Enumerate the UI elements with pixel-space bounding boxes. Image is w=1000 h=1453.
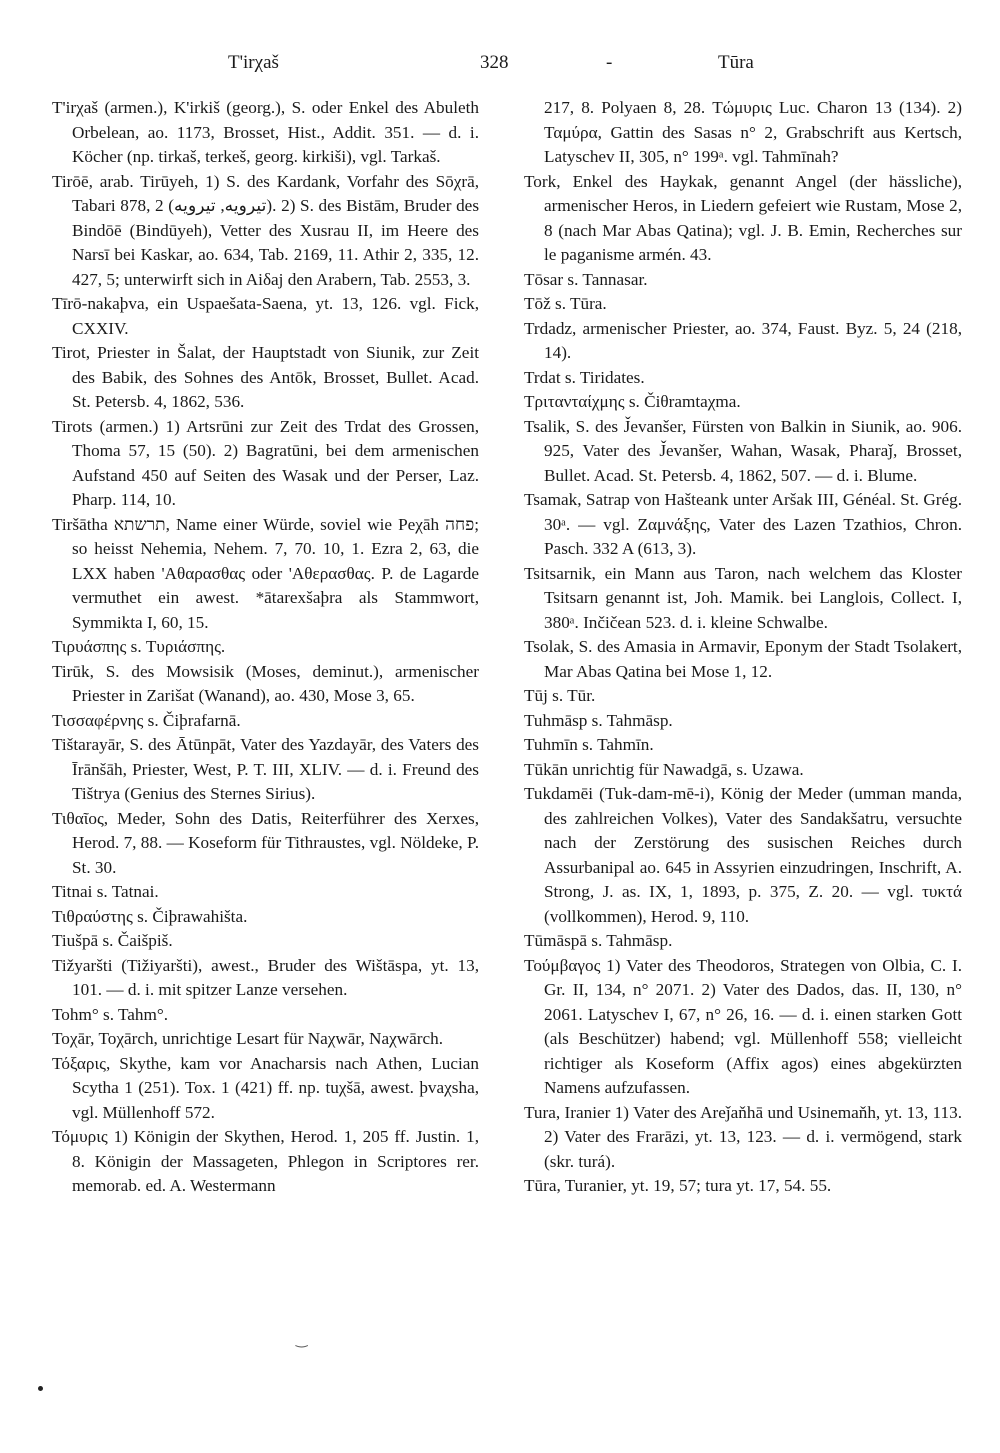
entry: Tirots (armen.) 1) Artsrūni zur Zeit des Trdat des Grossen, Thoma 57, 15 (50). 2) Bagratūni, bei dem armenischen Aufstand 450 auf Seiten des Wasak und der Perser, Laz. Pharp. 114, 10. (52, 416, 479, 509)
right-column (524, 96, 962, 1199)
entry: Tūra, Turanier, yt. 19, 57; tura yt. 17, 54. 55. (524, 1176, 832, 1195)
entry: Tirūk, S. des Mowsisik (Moses, deminut.), armenischer Priester in Zarišat (Wanand), ao. 430, Mose 3, 65. (52, 661, 479, 705)
header-right-word: Tūra (718, 52, 754, 73)
entry: Tirōē, arab. Tirūyeh, 1) S. des Kardank, Vorfahr des Sōχrā, Tabari 878, 2 (تيرويه, تيرويه). 2) S. des Bistām, Bruder des Bindōē (Bindūyeh), Vetter des Xusrau II, im Heere des Narsī bei Kaskar, ao. 634, Tab. 2169, 11. Athir 2, 335, 12. 427, 5; unterwirft sich in Aiδaj den Arabern, Tab. 2553, 3. (52, 171, 480, 289)
page-number: 328 (480, 52, 509, 73)
entry: Trdat s. Tiridates. (524, 367, 645, 387)
entry: Toχār, Toχārch, unrichtige Lesart für Naχwār, Naχwārch. (52, 1029, 444, 1048)
entry: Tīrō-nakaþva, ein Uspaešata-Saena, yt. 13, 126. vgl. Fick, CXXIV. (52, 294, 479, 338)
entry: Tsolak, S. des Amasia in Armavir, Eponym der Stadt Tsolakert, Mar Abas Qatina bei Mose 1, 12. (524, 637, 962, 681)
entry: Tuhmāsp s. Tahmāsp. (524, 710, 673, 730)
entry: Τόμυρις 1) Königin der Skythen, Herod. 1, 205 ff. Justin. 1, 8. Königin der Massageten, Phlegon in Scriptores rer. memorab. ed. A. Westermann (52, 1127, 479, 1195)
stray-mark: ‿ (296, 1333, 308, 1348)
entry: Tsalik, S. des J̌evanšer, Fürsten von Balkin in Siunik, ao. 906. 925, Vater des J̌evanšer, Wahan, Wasak, Pharaǰ, Brosset, Bullet. Acad. St. Petersb. 4, 1862, 507. — d. i. Blume. (524, 416, 962, 485)
entry: Tiršātha תרשתא, Name einer Würde, soviel wie Peχāh פחה; so heisst Nehemia, Nehem. 7, 70. 10, 1. Ezra 2, 63, die LXX haben 'Αθαρασθας oder 'Αθερασθας. P. de Lagarde vermuthet ein awest. *ātarexšaþra als Stammwort, Symmikta I, 60, 15. (52, 514, 479, 632)
entry: Tōž s. Tūra. (524, 294, 607, 313)
running-header (0, 52, 1000, 82)
entry: Tsamak, Satrap von Hašteank unter Aršak III, Généal. St. Grég. 30ᵃ. — vgl. Ζαμνάξης, Vater des Lazen Tzathios, Chron. Pasch. 332 A (613, 3). (524, 490, 962, 558)
entry: Tuhmīn s. Tahmīn. (524, 735, 654, 754)
entry: Tūkān unrichtig für Nawadgā, s. Uzawa. (524, 759, 804, 779)
entry: Τιρυάσπης s. Τυριάσπης. (52, 637, 226, 656)
entry: Tork, Enkel des Haykak, genannt Angel (der hässliche), armenischer Heros, in Liedern gefeiert wie Rustam, Mose 2, 8 (nach Mar Abas Qatina); vgl. J. B. Emin, Recherches sur le paganisme armén. 43. (524, 171, 962, 264)
entry: Tōsar s. Tannasar. (524, 269, 648, 289)
entry: Tura, Iranier 1) Vater des Areǰaňhā und Usinemaňh, yt. 13, 113. 2) Vater des Frarāzi, yt. 13, 123. — d. i. vermögend, stark (skr. turá). (524, 1102, 962, 1171)
header-left-word: T'irχaš (228, 52, 279, 73)
left-column (52, 96, 479, 1199)
entry: Tiušpā s. Čaišpiš. (52, 931, 173, 950)
entry: Trdadz, armenischer Priester, ao. 374, Faust. Byz. 5, 24 (218, 14). (524, 318, 962, 362)
entry-continuation: 217, 8. Polyaen 8, 28. Τώμυρις Luc. Charon 13 (134). 2) Ταμύρα, Gattin des Sasas n° 2, Grabschrift aus Kertsch, Latyschev II, 305, n° 199ᵃ. vgl. Tahmīnah? (544, 98, 962, 166)
entry: Tūj s. Tūr. (524, 686, 596, 705)
entry: Tirot, Priester in Šalat, der Hauptstadt von Siunik, zur Zeit des Babik, des Sohnes des Antōk, Brosset, Bullet. Acad. St. Petersb. 4, 1862, 536. (52, 343, 479, 411)
margin-dot (38, 1386, 43, 1391)
entry: Τριτανταίχμης s. Čiθramtaχma. (524, 392, 741, 411)
header-dash: - (606, 52, 613, 73)
entry: Tukdamēi (Tuk-dam-mē-i), König der Meder (umman manda, des zahlreichen Volkes), Vater des Sandakšatru, versuchte nach der Zerstörung des susischen Reiches durch Assurbanipal ao. 645 in Assyrien einzudringen, Inschrift, A. Strong, J. as. IX, 1, 1893, p. 375, Z. 20. — vgl. τυκτά (vollkommen), Herod. 9, 110. (524, 784, 962, 926)
entry: Τόξαρις, Skythe, kam vor Anacharsis nach Athen, Lucian Scytha 1 (251). Tox. 1 (421) ff. np. tuχšā, awest. þvaχsha, vgl. Müllenhoff 572. (52, 1053, 479, 1122)
entry: T'irχaš (armen.), K'irkiš (georg.), S. oder Enkel des Abuleth Orbelean, ao. 1173, Brosset, Hist., Addit. 351. — d. i. Köcher (np. tirkaš, terkeš, georg. kirkiši), vgl. Tarkaš. (52, 98, 479, 166)
entry: Titnai s. Tatnai. (52, 882, 159, 901)
entry: Tūmāspā s. Tahmāsp. (524, 931, 673, 950)
entry: Tohm° s. Tahm°. (52, 1004, 169, 1024)
entry: Τιθραύστης s. Čiþrawahišta. (52, 906, 248, 926)
entry: Tištarayār, S. des Ātūnpāt, Vater des Yazdayār, des Vaters des Īrānšāh, Priester, West, P. T. III, XLIV. — d. i. Freund des Tištrya (Genius des Sternes Sirius). (52, 735, 479, 803)
entry: Tsitsarnik, ein Mann aus Taron, nach welchem das Kloster Tsitsarn genannt ist, Joh. Mamik. bei Langlois, Collect. I, 380ᵃ. Inčičean 523. d. i. kleine Schwalbe. (524, 563, 962, 632)
entry: Tižyaršti (Tižiyaršti), awest., Bruder des Wištāspa, yt. 13, 101. — d. i. mit spitzer Lanze versehen. (52, 955, 479, 999)
entry: Τισσαφέρνης s. Čiþrafarnā. (52, 710, 241, 730)
entry: Τούμβαγος 1) Vater des Theodoros, Strategen von Olbia, C. I. Gr. II, 134, n° 2071. 2) Vater des Dados, das. II, 130, n° 2061. Latyschev I, 67, n° 26, 16. — d. i. einen starken Gott (als Beschützer) habend; vgl. Müllenhoff 558; vielleicht richtiger als Koseform (Affix agos) eines abgekürzten Namens aufzufassen. (524, 955, 962, 1097)
entry: Τιθαῖος, Meder, Sohn des Datis, Reiterführer des Xerxes, Herod. 7, 88. — Koseform für Tithraustes, vgl. Nöldeke, P. St. 30. (52, 808, 479, 877)
